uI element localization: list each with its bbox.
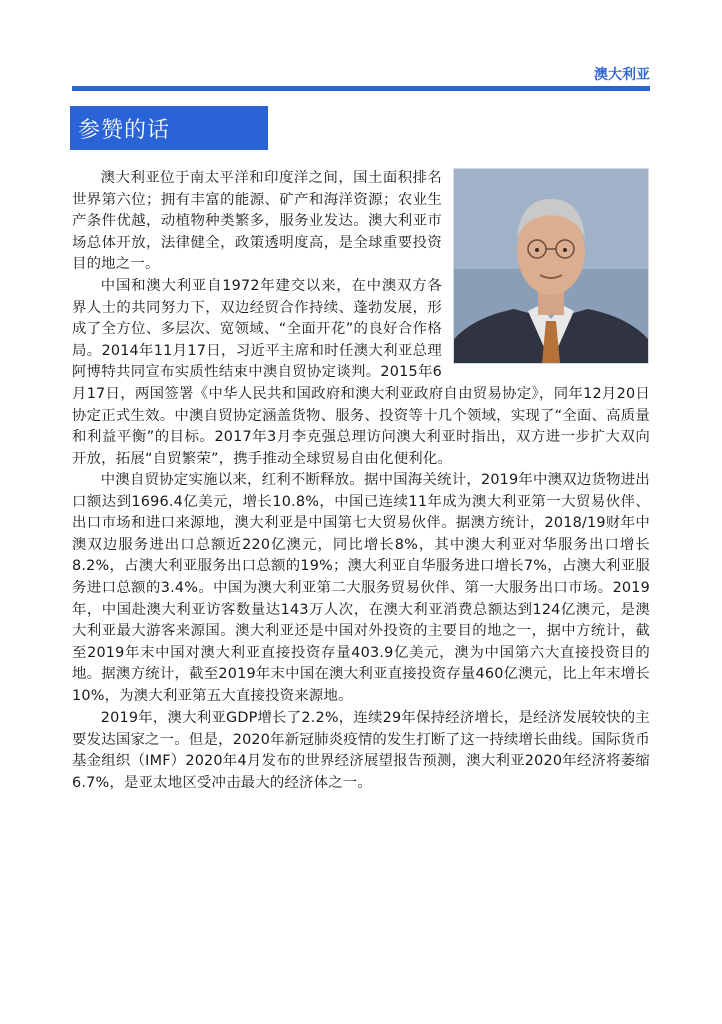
header-country-label: 澳大利亚 (594, 67, 650, 83)
paragraph-economy: 2019年，澳大利亚GDP增长了2.2%，连续29年保持经济增长，是经济发展较快的主要发达国家之一。但是，2020年新冠肺炎疫情的发生打断了这一持续增长曲线。国际货币基金组织（IMF）2020年4月发布的世界经济展望报告预测，澳大利亚2020年经济将萎缩6.7%，是亚太地区受冲击最大的经济体之一。 (72, 710, 650, 791)
photo-wrap-spacer (442, 276, 650, 364)
section-title: 参赞的话 (78, 117, 171, 143)
paragraph-intro: 澳大利亚位于南太平洋和印度洋之间，国土面积排名世界第六位；拥有丰富的能源、矿产和海洋资源；农业生产条件优越，动植物种类繁多，服务业发达。澳大利亚市场总体开放，法律健全，政策透明度高，是全球重要投资目的地之一。 (72, 170, 442, 273)
paragraph-trade-stats: 中澳自贸协定实施以来，红利不断释放。据中国海关统计，2019年中澳双边货物进出口额达到1696.4亿美元，增长10.8%，中国已连续11年成为澳大利亚第一大贸易伙伴、出口市场和进口来源地，澳大利亚是中国第七大贸易伙伴。据澳方统计，2018/19财年中澳双边服务进出口总额近220亿澳元，同比增长8%，其中澳大利亚对华服务出口增长8.2%，占澳大利亚服务出口总额的19%；澳大利亚自华服务进口增长7%，占澳大利亚服务进口总额的3.4%。中国为澳大利亚第二大服务贸易伙伴、第一大服务出口市场。2019年，中国赴澳大利亚访客数量达143万人次，在澳大利亚消费总额达到124亿澳元，是澳大利亚最大游客来源国。澳大利亚还是中国对外投资的主要目的地之一，据中方统计，截至2019年末中国对澳大利亚直接投资存量403.9亿美元，澳为中国第六大直接投资目的地。据澳方统计，截至2019年末中国在澳大利亚直接投资存量460亿澳元，比上年末增长10%，为澳大利亚第五大直接投资来源地。 (72, 472, 650, 704)
header-rule (72, 86, 650, 91)
section-title-bar (70, 106, 268, 150)
paragraph-relations-body: 中国和澳大利亚自1972年建交以来，在中澳双方各界人士的共同努力下，双边经贸合作持续、蓬勃发展，形成了全方位、多层次、宽领域、“全面开花”的良好合作格局。2014年11月17日，习近平主席和时任澳大利亚总理阿博特共同宣布实质性结束中澳自贸协定谈判。2015年6月17日，两国签署《中华人民共和国政府和澳大利亚政府自由贸易协定》，同年12月20日协定正式生效。中澳自贸协定涵盖货物、服务、投资等十几个领域，实现了“全面、高质量和利益平衡”的目标。2017年3月李克强总理访问澳大利亚时指出，双方进一步扩大双向开放，拓展“自贸繁荣”，携手推动全球贸易自由化便利化。 (72, 278, 650, 467)
